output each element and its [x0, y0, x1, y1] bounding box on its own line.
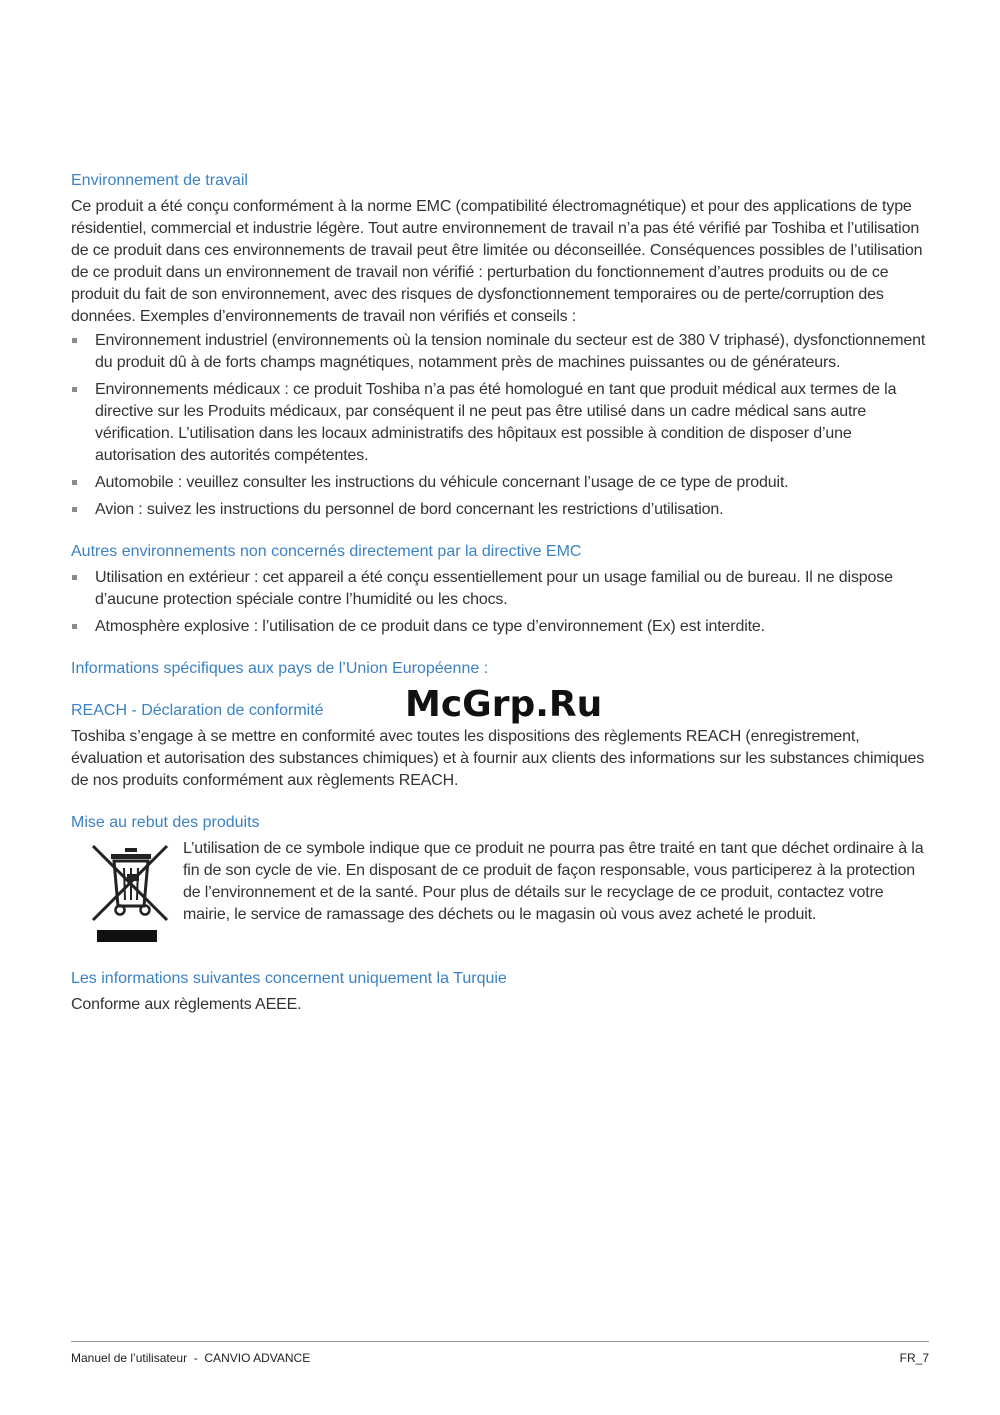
- list-item: [71, 499, 929, 521]
- watermark: McGrp.Ru: [405, 684, 603, 725]
- list-item: [71, 379, 929, 467]
- section-heading: Les informations suivantes concernent uniquement la Turquie: [71, 970, 507, 987]
- section-heading: Informations spécifiques aux pays de l’Union Européenne :: [71, 660, 489, 677]
- square-bullet-icon: [72, 575, 77, 580]
- list-item-text: Automobile : veuillez consulter les instructions du véhicule concernant l’usage de ce type de produit.: [95, 474, 789, 491]
- list-item: [71, 616, 929, 638]
- list-item-text: Utilisation en extérieur : cet appareil a été conçu essentiellement pour un usage familial ou de bureau. Il ne dispose d’aucune protection spéciale contre l’humidité ou les chocs.: [95, 569, 893, 608]
- list-item-text: Atmosphère explosive : l’utilisation de ce produit dans ce type d’environnement (Ex) est interdite.: [95, 618, 765, 635]
- section-mise-au-rebut: [71, 812, 929, 948]
- section-paragraph: Toshiba s’engage à se mettre en conformité avec toutes les dispositions des règlements REACH (enregistrement, évaluation et autorisation des substances chimiques) et à fournir aux clients des informations sur les substances chimiques de nos produits conformément aux règlements REACH.: [71, 728, 925, 789]
- section-informations-ue: [71, 658, 929, 680]
- list-item: [71, 330, 929, 374]
- square-bullet-icon: [72, 624, 77, 629]
- section-turquie: [71, 968, 929, 1016]
- footer-manual-title: Manuel de l’utilisateur - CANVIO ADVANCE: [71, 1351, 311, 1365]
- footer-page-number: FR_7: [899, 1351, 929, 1365]
- list-item-text: Avion : suivez les instructions du personnel de bord concernant les restrictions d’utilisation.: [95, 501, 724, 518]
- square-bullet-icon: [72, 338, 77, 343]
- weee-row: [71, 838, 929, 948]
- section-heading: Autres environnements non concernés directement par la directive EMC: [71, 543, 582, 560]
- section-heading: REACH - Déclaration de conformité: [71, 702, 324, 719]
- crossed-out-wheelie-bin-icon: [87, 838, 177, 948]
- section-heading: Mise au rebut des produits: [71, 814, 260, 831]
- square-bullet-icon: [72, 480, 77, 485]
- bullet-list: [71, 330, 929, 521]
- section-paragraph: Ce produit a été conçu conformément à la norme EMC (compatibilité électromagnétique) et pour des applications de type résidentiel, commercial et industrie légère. Tout autre environnement de travail n’a pas été vérifié par Toshiba et l’utilisation de ce produit dans ces environnements de travail peut être limitée ou déconseillée. Conséquences possibles de l’utilisation de ce produit dans un environnement de travail non vérifié : perturbation du fonctionnement d’autres produits ou de ce produit du fait de son environnement, avec des risques de dysfonctionnement temporaires ou de perte/corruption des données. Exemples d’environnements de travail non vérifiés et conseils :: [71, 198, 923, 325]
- list-item: [71, 567, 929, 611]
- bullet-list: [71, 567, 929, 638]
- weee-text: [183, 838, 929, 926]
- square-bullet-icon: [72, 387, 77, 392]
- section-autres-environnements: [71, 541, 929, 638]
- list-item-text: Environnements médicaux : ce produit Toshiba n’a pas été homologué en tant que produit médical aux termes de la directive sur les Produits médicaux, par conséquent il ne peut pas être utilisé dans un cadre médical sans autre vérification. L’utilisation dans les locaux administratifs des hôpitaux est possible à condition de disposer d’une autorisation des autorités compétentes.: [95, 381, 897, 464]
- page-footer: [71, 1341, 929, 1365]
- section-paragraph: Conforme aux règlements AEEE.: [71, 996, 302, 1013]
- section-heading: Environnement de travail: [71, 172, 248, 189]
- list-item-text: Environnement industriel (environnements où la tension nominale du secteur est de 380 V triphasé), dysfonctionnement du produit dû à de forts champs magnétiques, notamment près de machines puissantes ou de générateurs.: [95, 332, 926, 371]
- section-environnement-travail: [71, 170, 929, 521]
- square-bullet-icon: [72, 507, 77, 512]
- section-paragraph: L’utilisation de ce symbole indique que ce produit ne pourra pas être traité en tant que déchet ordinaire à la fin de son cycle de vie. En disposant de ce produit de façon responsable, vous participerez à la protection de l’environnement et de la santé. Pour plus de détails sur le recyclage de ce produit, contactez votre mairie, le service de ramassage des déchets ou le magasin où vous avez acheté le produit.: [183, 840, 924, 923]
- list-item: [71, 472, 929, 494]
- document-body: [71, 170, 929, 1036]
